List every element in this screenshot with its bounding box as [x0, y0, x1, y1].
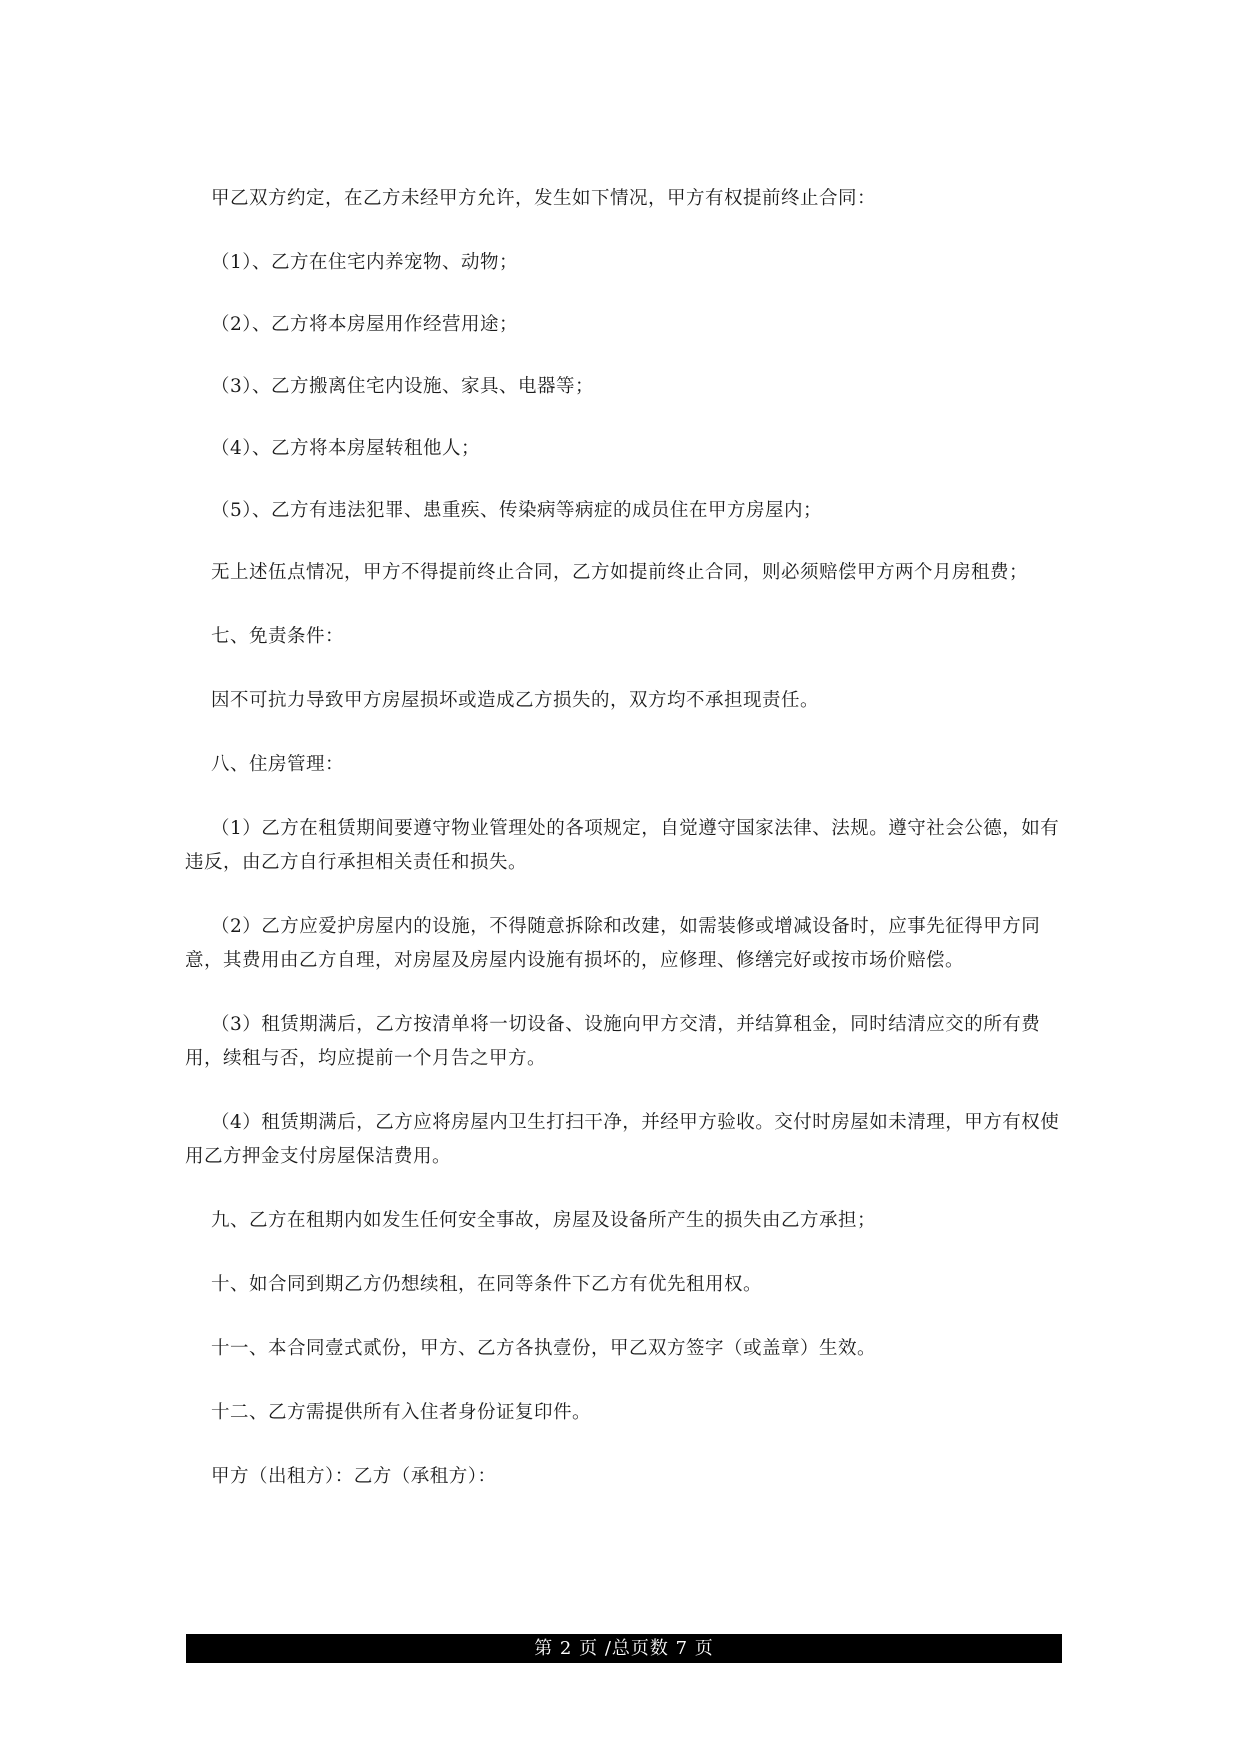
section-heading-housing-management: 八、住房管理： — [211, 754, 345, 775]
clause-ten: 十、如合同到期乙方仍想续租，在同等条件下乙方有优先租用权。 — [211, 1274, 763, 1295]
clause-nine: 九、乙方在租期内如发生任何安全事故，房屋及设备所产生的损失由乙方承担； — [211, 1210, 877, 1231]
signature-line: 甲方（出租方）：乙方（承租方）： — [211, 1466, 497, 1487]
document-body — [185, 182, 1070, 1524]
paragraph-no-early-termination: 无上述伍点情况，甲方不得提前终止合同，乙方如提前终止合同，则必须赔偿甲方两个月房租费； — [211, 562, 1029, 583]
paragraph-condition-3: （3）、乙方搬离住宅内设施、家具、电器等； — [211, 376, 595, 397]
section-heading-exemption: 七、免责条件： — [211, 626, 345, 647]
paragraph-condition-2: （2）、乙方将本房屋用作经营用途； — [211, 314, 519, 335]
paragraph-management-3: （3）租赁期满后，乙方按清单将一切设备、设施向甲方交清，并结算租金，同时结清应交的所有费用，续租与否，均应提前一个月告之甲方。 — [185, 1014, 1041, 1069]
paragraph-condition-5: （5）、乙方有违法犯罪、患重疾、传染病等病症的成员住在甲方房屋内； — [211, 500, 823, 521]
page-footer — [186, 1634, 1062, 1663]
paragraph-force-majeure: 因不可抗力导致甲方房屋损坏或造成乙方损失的，双方均不承担现责任。 — [211, 690, 820, 711]
clause-eleven: 十一、本合同壹式贰份，甲方、乙方各执壹份，甲乙双方签字（或盖章）生效。 — [211, 1338, 877, 1359]
paragraph-management-4: （4）租赁期满后，乙方应将房屋内卫生打扫干净，并经甲方验收。交付时房屋如未清理，甲方有权使用乙方押金支付房屋保洁费用。 — [185, 1112, 1060, 1167]
paragraph-management-1: （1）乙方在租赁期间要遵守物业管理处的各项规定，自觉遵守国家法律、法规。遵守社会公德，如有违反，由乙方自行承担相关责任和损失。 — [185, 818, 1060, 873]
paragraph-condition-4: （4）、乙方将本房屋转租他人； — [211, 438, 481, 459]
paragraph-condition-1: （1）、乙方在住宅内养宠物、动物； — [211, 252, 519, 273]
clause-twelve: 十二、乙方需提供所有入住者身份证复印件。 — [211, 1402, 592, 1423]
page-number-label: 第 2 页 /总页数 7 页 — [534, 1638, 714, 1659]
paragraph-management-2: （2）乙方应爱护房屋内的设施，不得随意拆除和改建，如需装修或增减设备时，应事先征得甲方同意，其费用由乙方自理，对房屋及房屋内设施有损坏的，应修理、修缮完好或按市场价赔偿。 — [185, 916, 1041, 971]
paragraph-termination-intro: 甲乙双方约定，在乙方未经甲方允许，发生如下情况，甲方有权提前终止合同： — [211, 188, 877, 209]
